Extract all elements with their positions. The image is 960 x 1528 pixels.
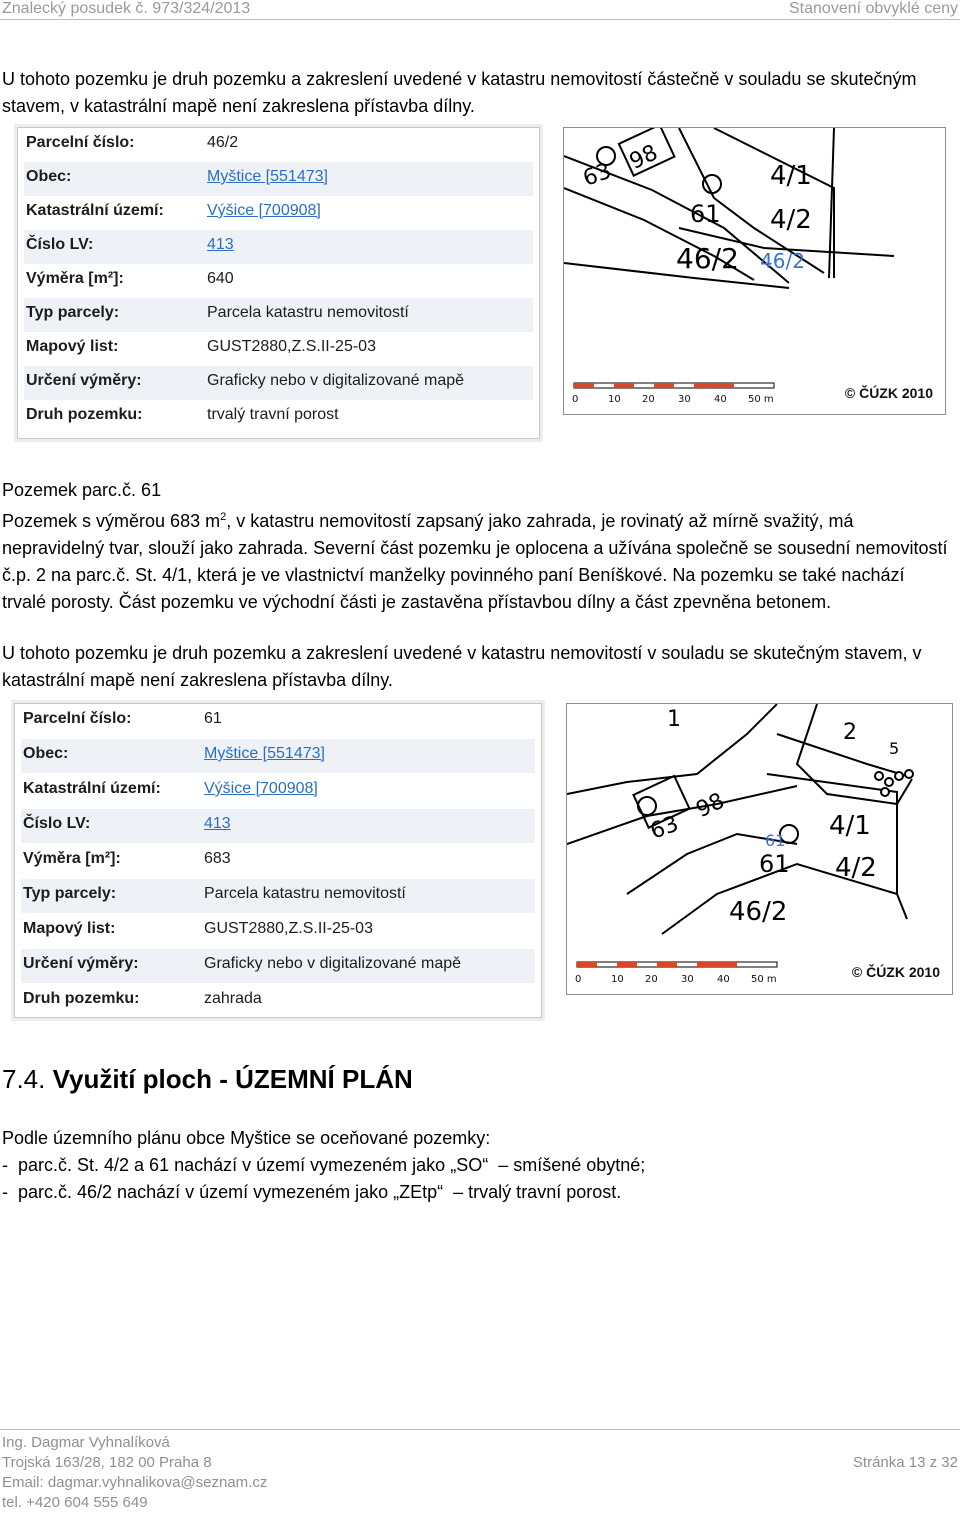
cadastral-map-61	[566, 703, 953, 995]
map-label: 4/1	[770, 161, 812, 191]
scale-tick: 30	[681, 974, 694, 985]
scale-tick: 30	[678, 394, 691, 405]
scale-tick: 0	[572, 394, 579, 405]
map-copyright: © ČÚZK 2010	[844, 385, 933, 401]
scale-bar	[574, 383, 774, 388]
header-section-title: Stanovení obvyklé ceny	[789, 0, 958, 17]
map-label: 4/2	[770, 205, 812, 235]
parcel-61-status: U tohoto pozemku je druh pozemku a zakreslení uvedené v katastru nemovitostí v souladu se skutečným stavem, v katastrální mapě není zakreslena přístavba dílny.	[2, 643, 922, 690]
card-row: Určení výměry: Graficky nebo v digitalizované mapě	[24, 366, 533, 400]
map-drawing	[567, 704, 952, 994]
footer-phone: tel. +420 604 555 649	[2, 1494, 148, 1511]
map-label: 63	[579, 158, 615, 192]
scale-tick: 10	[608, 394, 621, 405]
card-row: Parcelní číslo: 46/2	[26, 134, 239, 151]
parcel-61-description: Pozemek s výměrou 683 $m^2$, v katastru nemovitostí zapsaný jako zahrada, je rovinatý až mírně svažitý, má nepravidelný tvar, slouží jako zahrada. Severní část pozemku je oplocena a užívána společně se sousední nemovitostí č.p. 2 na parc.č. St. 4/1, která je ve vlastnictví manželky povinného paní Beníškové. Na pozemku se také nachází trvalé porosty. Část pozemku ve východní části je zastavěna přístavbou dílny a část zpevněna betonem.	[2, 511, 948, 612]
header-doc-title: Znalecký posudek č. 973/324/2013	[2, 0, 251, 17]
scale-tick: 10	[611, 974, 624, 985]
lv-link[interactable]: 413	[204, 815, 231, 832]
map-drawing	[564, 128, 945, 414]
card-row: Číslo LV: 413	[24, 230, 533, 264]
scale-tick: 40	[714, 394, 727, 405]
list-item: - parc.č. St. 4/2 a 61 nachází v území vymezeném jako „SO“ – smíšené obytné;	[2, 1155, 646, 1175]
header-rule	[0, 19, 960, 20]
footer-name: Ing. Dagmar Vyhnalíková	[2, 1434, 170, 1451]
map-label: 46/2	[676, 242, 739, 275]
section-7-4-intro: Podle územního plánu obce Myštice se oceňované pozemky:	[2, 1128, 491, 1148]
map-label: 63	[647, 811, 683, 845]
card-row: Obec: Myštice [551473]	[24, 162, 533, 196]
map-label: 61	[690, 200, 721, 228]
scale-bar	[577, 962, 777, 967]
parcel-info-card-46-2	[17, 127, 540, 439]
page-footer	[0, 1425, 960, 1528]
scale-tick: 0	[575, 974, 582, 985]
map-label: 4/2	[835, 853, 877, 883]
scale-tick: 20	[642, 394, 655, 405]
scale-tick: 50 m	[748, 394, 774, 405]
map-label: 98	[625, 140, 662, 175]
intro-paragraph: U tohoto pozemku je druh pozemku a zakreslení uvedené v katastru nemovitostí částečně v souladu se skutečným stavem, v katastrální mapě není zakreslena přístavba dílny.	[2, 69, 917, 116]
scale-tick: 50 m	[751, 974, 777, 985]
card-row: Druh pozemku: trvalý travní porost	[26, 406, 339, 423]
map-copyright: © ČÚZK 2010	[851, 964, 940, 980]
scale-tick: 40	[717, 974, 730, 985]
card-row: Mapový list: GUST2880,Z.S.II-25-03	[23, 920, 373, 937]
footer-page-number: Stránka 13 z 32	[852, 1454, 958, 1471]
parcel-61-heading: Pozemek parc.č. 61	[2, 480, 162, 500]
map-label-highlight: 61	[765, 831, 786, 850]
card-row: Druh pozemku: zahrada	[23, 990, 262, 1007]
obec-link[interactable]: Myštice [551473]	[207, 168, 328, 185]
card-row: Výměra [m²]: 640	[26, 270, 234, 287]
katastr-link[interactable]: Výšice [700908]	[207, 202, 321, 219]
list-item: - parc.č. 46/2 nachází v území vymezeném jako „ZEtp“ – trvalý travní porost.	[2, 1182, 622, 1202]
parcel-info-card-61	[14, 703, 542, 1018]
card-row: Typ parcely: Parcela katastru nemovitostí	[21, 879, 535, 913]
cadastral-map-46-2	[563, 127, 946, 415]
map-label-highlight: 46/2	[760, 249, 805, 273]
card-row: Mapový list: GUST2880,Z.S.II-25-03	[26, 338, 376, 355]
map-label: 98	[692, 788, 729, 824]
lv-link[interactable]: 413	[207, 236, 234, 253]
section-7-4-heading: 7.4. Využití ploch - ÚZEMNÍ PLÁN	[2, 1064, 413, 1094]
footer-email: Email: dagmar.vyhnalikova@seznam.cz	[2, 1474, 268, 1491]
card-row: Katastrální území: Výšice [700908]	[26, 202, 321, 219]
footer-address: Trojská 163/28, 182 00 Praha 8	[2, 1454, 212, 1471]
scale-tick: 20	[645, 974, 658, 985]
card-row: Parcelní číslo: 61	[23, 710, 222, 727]
card-row: Obec: Myštice [551473]	[21, 739, 535, 773]
footer-rule	[0, 1429, 960, 1430]
map-label: 46/2	[729, 897, 788, 927]
obec-link[interactable]: Myštice [551473]	[204, 745, 325, 762]
page-header	[0, 0, 960, 30]
card-row: Výměra [m²]: 683	[23, 850, 231, 867]
katastr-link[interactable]: Výšice [700908]	[204, 780, 318, 797]
card-row: Typ parcely: Parcela katastru nemovitostí	[24, 298, 533, 332]
card-row: Číslo LV: 413	[21, 809, 535, 843]
map-label: 4/1	[829, 811, 871, 841]
map-label: 1	[667, 707, 681, 732]
card-row: Katastrální území: Výšice [700908]	[23, 780, 318, 797]
map-label: 5	[889, 739, 900, 758]
map-label: 2	[843, 720, 857, 745]
card-row: Určení výměry: Graficky nebo v digitalizované mapě	[21, 949, 535, 983]
map-label: 61	[759, 850, 790, 878]
